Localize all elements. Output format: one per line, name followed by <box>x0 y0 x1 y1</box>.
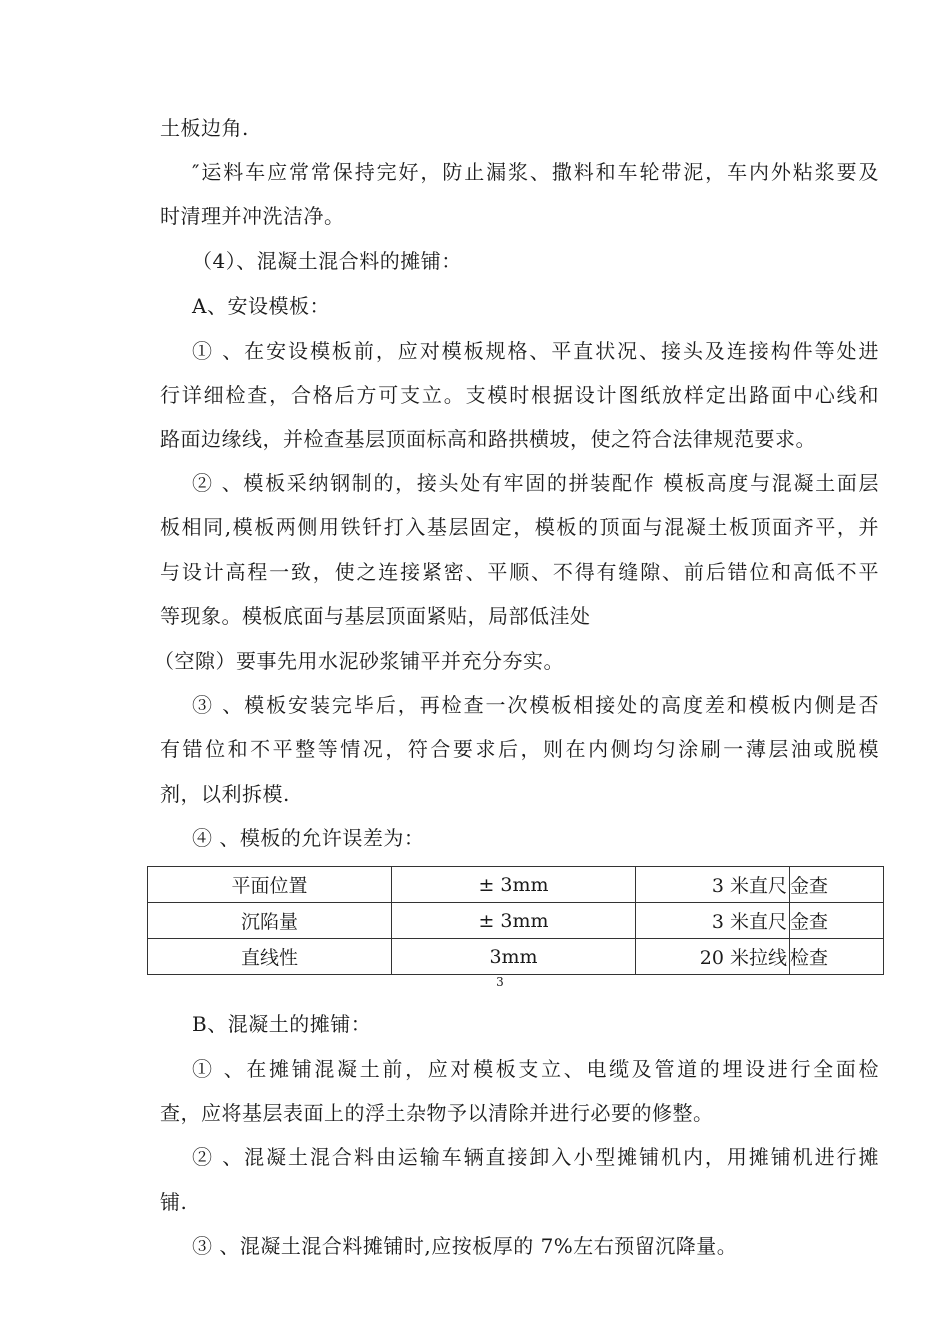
paragraph-line: 查，应将基层表面上的浮土杂物予以清除并进行必要的修整。 <box>160 1101 714 1125</box>
paragraph-line: ③ 、模板安装完毕后，再检查一次模板相接处的高度差和模板内侧是否 <box>192 693 879 717</box>
paragraph-line: 路面边缘线，并检查基层顶面标高和路拱横坡，使之符合法律规范要求。 <box>160 427 816 451</box>
table-cell-method: 金查 <box>790 903 884 939</box>
table-cell-tool: 3 米直尺 <box>636 867 790 903</box>
table-row <box>148 867 884 903</box>
table-cell-item: 直线性 <box>148 939 392 975</box>
table-row <box>148 939 884 975</box>
table-cell-method: 检查 <box>790 939 884 975</box>
paragraph-line: ④ 、模板的允许误差为： <box>192 826 425 850</box>
table-row <box>148 903 884 939</box>
paragraph-line: ① 、在安设模板前，应对模板规格、平直状况、接头及连接构件等处进 <box>192 339 879 363</box>
page-number: 3 <box>496 975 504 989</box>
table-cell-item: 平面位置 <box>148 867 392 903</box>
paragraph-line: 有错位和不平整等情况，符合要求后，则在内侧均匀涂刷一薄层油或脱模 <box>160 737 879 761</box>
paragraph-line: 板相同,模板两侧用铁钎打入基层固定，模板的顶面与混凝土板顶面齐平，并 <box>160 515 879 539</box>
paragraph-line: 与设计高程一致，使之连接紧密、平顺、不得有缝隙、前后错位和高低不平 <box>160 560 879 584</box>
paragraph-line: 行详细检查，合格后方可支立。支模时根据设计图纸放样定出路面中心线和 <box>160 383 879 407</box>
tolerance-table <box>147 866 884 975</box>
paragraph-line: 土板边角. <box>160 116 249 140</box>
paragraph-line: 铺. <box>160 1190 188 1214</box>
table-cell-item: 沉陷量 <box>148 903 392 939</box>
table-cell-tolerance: ± 3mm <box>392 867 636 903</box>
paragraph-line: 剂，以利拆模. <box>160 782 290 806</box>
paragraph-line: （空隙）要事先用水泥砂浆铺平并充分夯实。 <box>154 649 564 673</box>
paragraph-line: ″运料车应常常保持完好，防止漏浆、撒料和车轮带泥，车内外粘浆要及 <box>192 160 879 184</box>
paragraph-line: 时清理并冲洗洁净。 <box>160 204 345 228</box>
paragraph-line: ① 、在摊铺混凝土前，应对模板支立、电缆及管道的埋设进行全面检 <box>192 1057 879 1081</box>
paragraph-line: ③ 、混凝土混合料摊铺时,应按板厚的 7%左右预留沉降量。 <box>192 1234 738 1258</box>
paragraph-line: 等现象。模板底面与基层顶面紧贴，局部低洼处 <box>160 604 591 628</box>
table-cell-tool: 3 米直尺 <box>636 903 790 939</box>
subsection-heading: A、安设模板： <box>192 294 330 318</box>
table-cell-method: 金查 <box>790 867 884 903</box>
paragraph-line: ② 、模板采纳钢制的，接头处有牢固的拼装配作 模板高度与混凝土面层 <box>192 471 879 495</box>
section-heading: （4）、混凝土混合料的摊铺： <box>192 249 462 273</box>
subsection-heading: B、混凝土的摊铺： <box>192 1012 372 1036</box>
table-cell-tool: 20 米拉线 <box>636 939 790 975</box>
table-cell-tolerance: 3mm <box>392 939 636 975</box>
table-cell-tolerance: ± 3mm <box>392 903 636 939</box>
paragraph-line: ② 、混凝土混合料由运输车辆直接卸入小型摊铺机内，用摊铺机进行摊 <box>192 1145 879 1169</box>
